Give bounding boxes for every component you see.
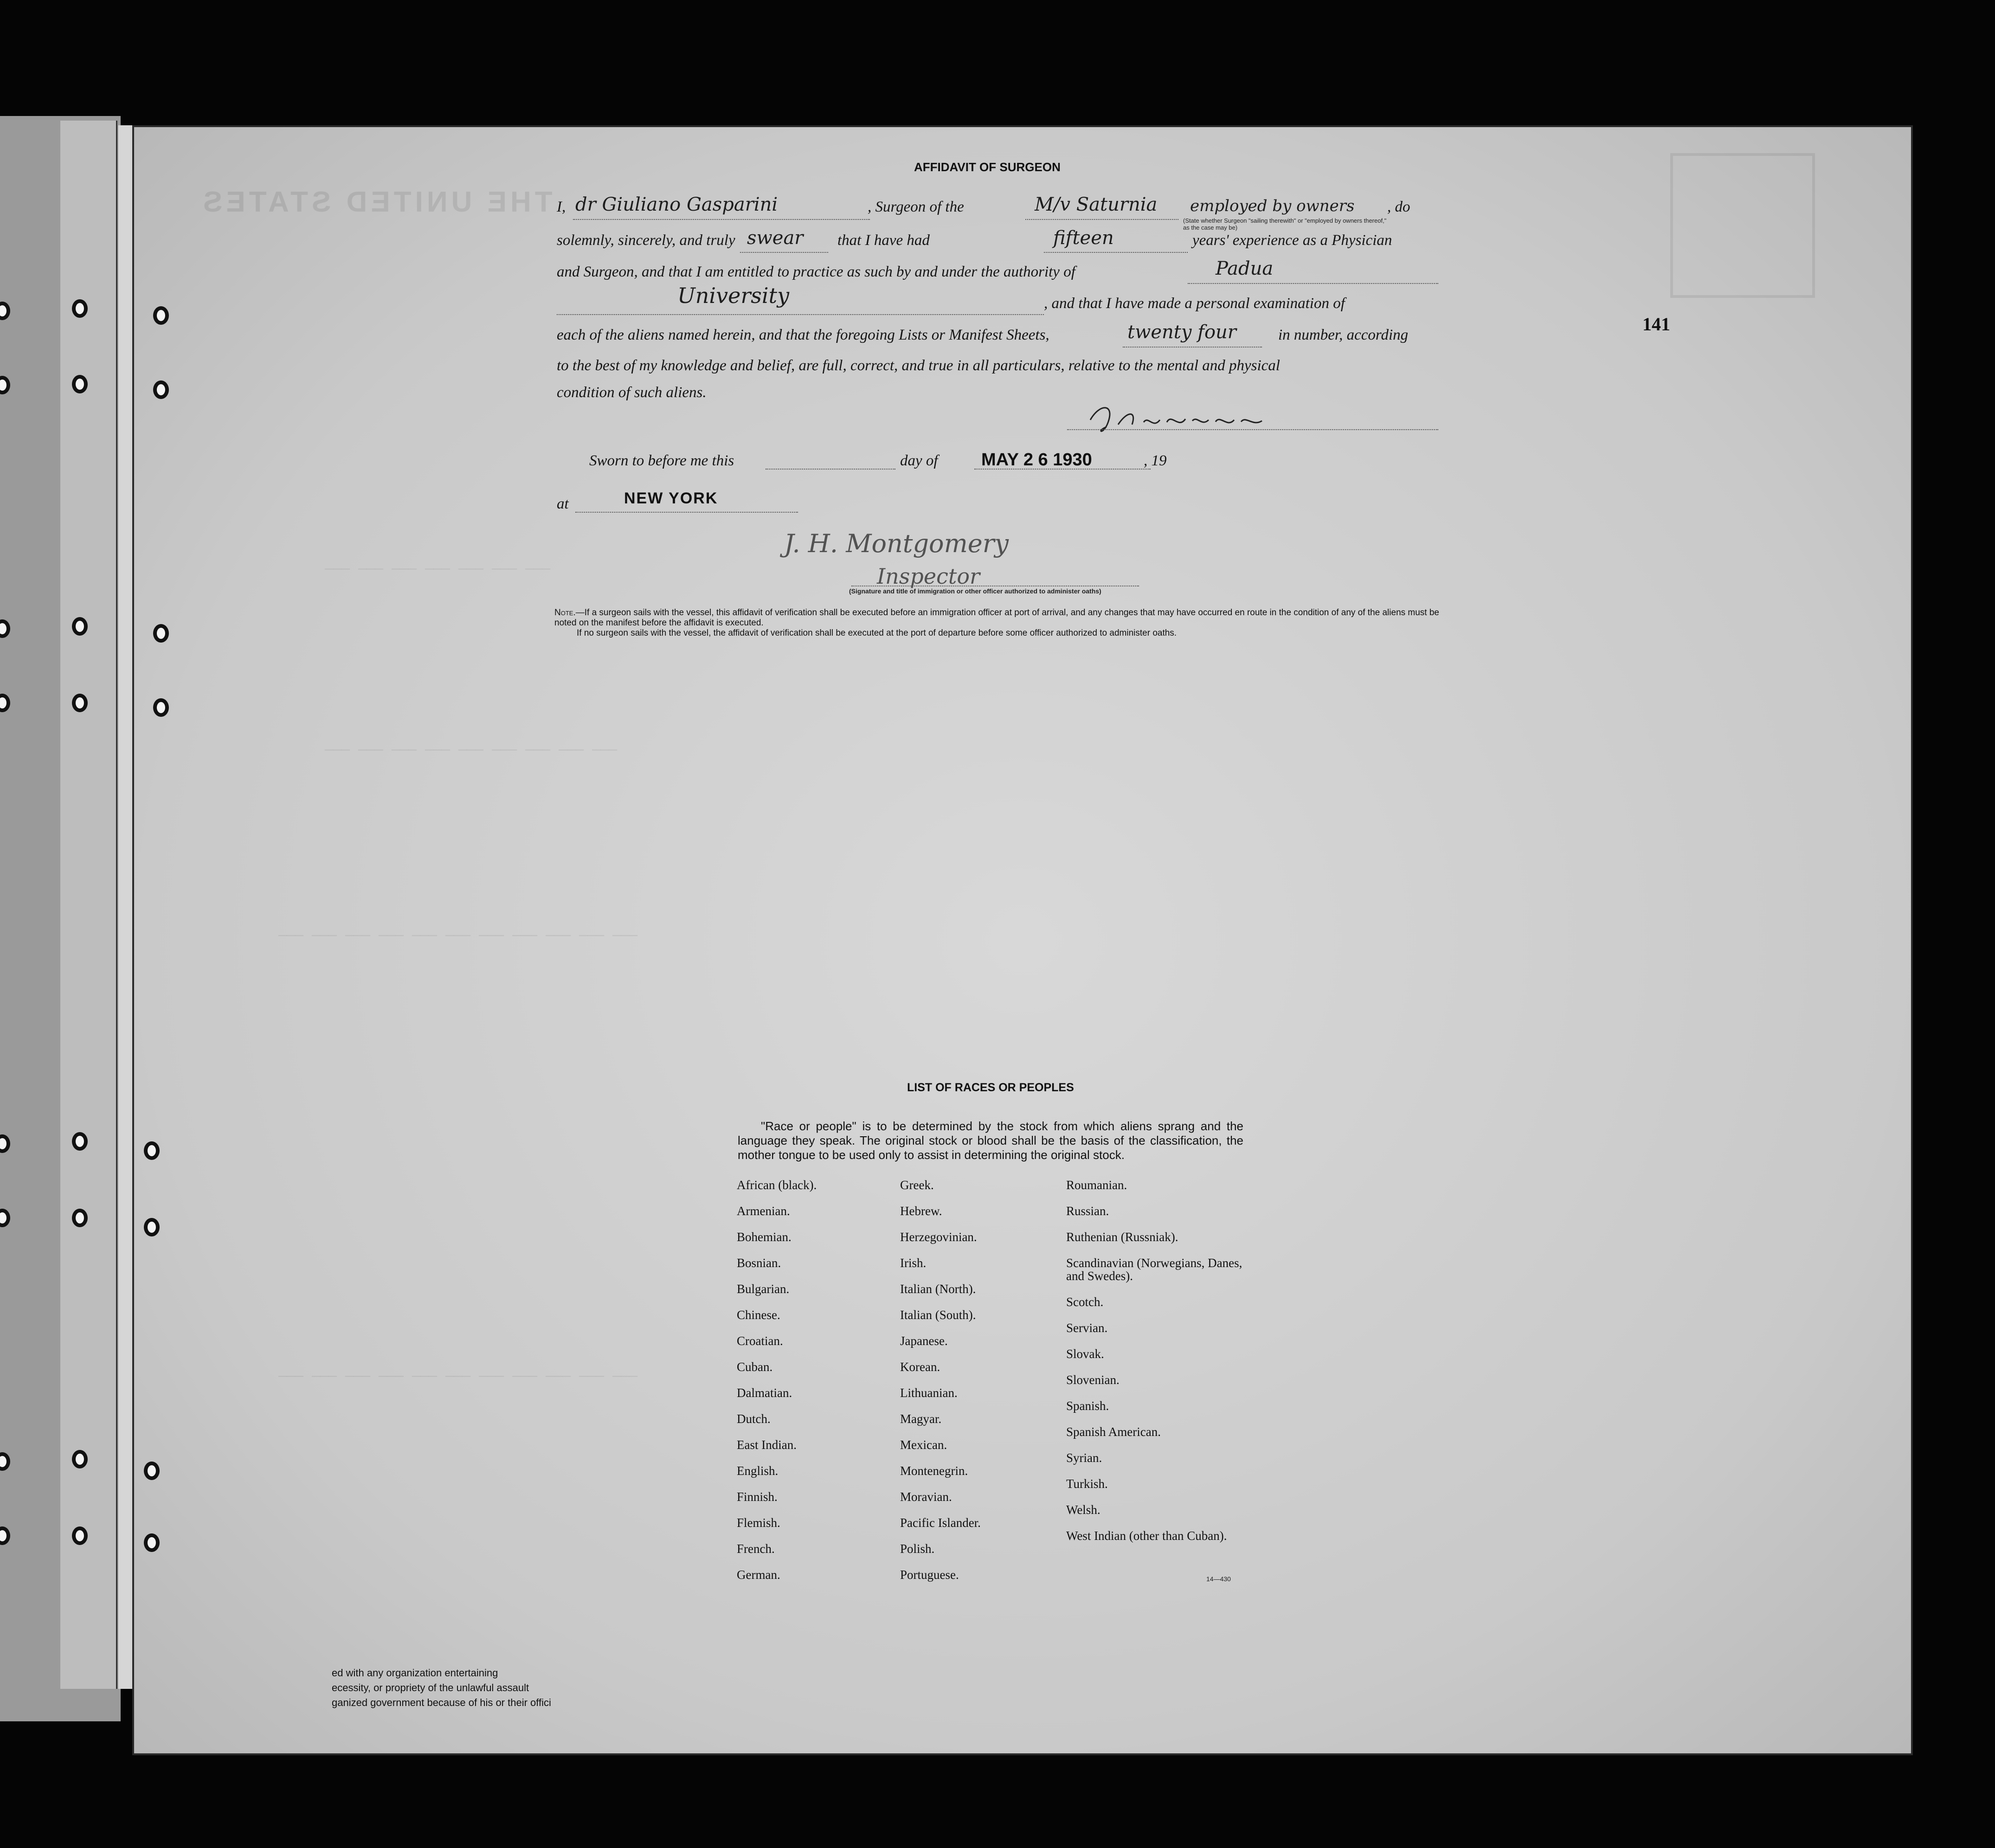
blank-line <box>740 252 828 253</box>
punch-hole <box>72 694 88 712</box>
race-item: Chinese. <box>737 1308 780 1322</box>
oath-fragment-line: ed with any organization entertaining <box>332 1667 498 1679</box>
oath-fragment <box>332 1666 551 1710</box>
race-item: Dalmatian. <box>737 1386 792 1400</box>
race-item: German. <box>737 1568 780 1582</box>
punch-hole <box>144 1533 160 1552</box>
race-item: East Indian. <box>737 1438 797 1452</box>
affidavit-text: that I have had <box>837 232 930 249</box>
race-item: Korean. <box>900 1360 940 1374</box>
race-item: Japanese. <box>900 1334 948 1348</box>
bleed-through-row: ——— ——— ——— ——— ——— ——— ——— <box>325 561 551 577</box>
affidavit-text: I, <box>557 199 566 215</box>
punch-hole <box>72 1209 88 1227</box>
affidavit-text: , and that I have made a personal examination of <box>1044 295 1345 312</box>
blank-line <box>1188 283 1438 284</box>
race-item: Russian. <box>1066 1204 1109 1218</box>
note-label: Note. <box>554 608 576 618</box>
race-item: Italian (South). <box>900 1308 976 1322</box>
punch-hole <box>144 1141 160 1160</box>
race-item: Bulgarian. <box>737 1282 790 1296</box>
affidavit-text: years' experience as a Physician <box>1192 232 1392 249</box>
signature-line <box>1067 429 1438 430</box>
affidavit-text: , Surgeon of the <box>868 199 964 215</box>
officer-signature: J. H. Montgomery <box>784 529 1009 558</box>
affidavit-text: in number, according <box>1278 327 1409 343</box>
sheet-count: twenty four <box>1127 322 1236 343</box>
race-item: Pacific Islander. <box>900 1516 981 1530</box>
page-number: 141 <box>1642 314 1670 335</box>
punch-hole <box>153 698 169 717</box>
race-item: Irish. <box>900 1256 927 1270</box>
sworn-text: , 19 <box>1144 452 1167 469</box>
race-item: Turkish. <box>1066 1477 1108 1491</box>
affidavit-text: each of the aliens named herein, and that the foregoing Lists or Manifest Sheets, <box>557 327 1049 343</box>
race-item: Moravian. <box>900 1490 952 1504</box>
race-item: Montenegrin. <box>900 1464 968 1478</box>
affidavit-text: condition of such aliens. <box>557 384 707 401</box>
blank-line <box>1044 252 1188 253</box>
race-item: French. <box>737 1542 775 1556</box>
punch-hole <box>72 299 88 318</box>
punch-hole <box>144 1218 160 1236</box>
race-item: Portuguese. <box>900 1568 959 1582</box>
blank-line <box>573 219 870 220</box>
race-item: Welsh. <box>1066 1503 1100 1517</box>
race-item: Armenian. <box>737 1204 790 1218</box>
punch-hole <box>72 1132 88 1151</box>
note-text: If no surgeon sails with the vessel, the affidavit of verification shall be executed at the port of departure before some officer authorized to administer oaths. <box>577 628 1177 638</box>
form-number: 14—430 <box>1206 1575 1231 1583</box>
affidavit-text: to the best of my knowledge and belief, are full, correct, and true in all particulars, relative to the mental and physical <box>557 357 1280 374</box>
races-column-3 <box>1066 1178 1252 1568</box>
punch-hole <box>153 380 169 399</box>
officer-title: Inspector <box>877 564 980 589</box>
race-item: Bosnian. <box>737 1256 781 1270</box>
race-item: Spanish. <box>1066 1399 1109 1413</box>
races-title: LIST OF RACES OR PEOPLES <box>907 1081 1074 1094</box>
blank-line <box>974 469 1151 470</box>
bleed-through-heading: THE UNITED STATES <box>200 186 553 218</box>
sworn-text: Sworn to before me this <box>589 452 734 469</box>
race-item: Italian (North). <box>900 1282 976 1296</box>
race-item: Bohemian. <box>737 1230 792 1244</box>
race-item: Greek. <box>900 1178 934 1192</box>
blank-line <box>766 469 895 470</box>
place-stamp: NEW YORK <box>624 489 718 507</box>
affidavit-text: , do <box>1387 199 1410 215</box>
employment-instructions: (State whether Surgeon "sailing therewith" or "employed by owners thereof," as the case may be) <box>1183 217 1387 231</box>
race-item: West Indian (other than Cuban). <box>1066 1529 1227 1543</box>
surgeon-employment: employed by owners <box>1190 197 1355 215</box>
race-item: Magyar. <box>900 1412 942 1426</box>
punch-hole <box>72 375 88 393</box>
race-item: Scotch. <box>1066 1295 1104 1309</box>
bleed-through-row: ——— ——— ——— ——— ——— ——— ——— ——— ——— ——— ——— <box>278 928 638 944</box>
race-item: Croatian. <box>737 1334 783 1348</box>
punch-hole <box>153 624 169 643</box>
punch-hole <box>153 306 169 325</box>
race-item: Cuban. <box>737 1360 773 1374</box>
date-stamp: MAY 2 6 1930 <box>981 450 1092 470</box>
race-item: Slovak. <box>1066 1347 1104 1361</box>
race-item: Scandinavian (Norwegians, Danes, and Swedes). <box>1066 1256 1242 1283</box>
races-intro: "Race or people" is to be determined by the stock from which aliens sprang and the language they speak. The original stock or blood shall be the basis of the classification, the mother tongue to be used only to assist in determining the original stock. <box>738 1119 1243 1162</box>
blank-line <box>557 314 1044 315</box>
blank-line <box>575 512 798 513</box>
blank-line <box>1123 347 1262 348</box>
punch-hole <box>144 1462 160 1480</box>
race-item: Mexican. <box>900 1438 947 1452</box>
punch-hole <box>72 1526 88 1545</box>
punch-hole <box>72 1450 88 1468</box>
race-item: Polish. <box>900 1542 935 1556</box>
race-item: Hebrew. <box>900 1204 942 1218</box>
oath-fragment-line: ganized government because of his or their offici <box>332 1697 551 1708</box>
bleed-through-box <box>1670 153 1815 298</box>
race-item: Lithuanian. <box>900 1386 958 1400</box>
vessel-name: M/v Saturnia <box>1035 194 1158 215</box>
race-item: Slovenian. <box>1066 1373 1120 1387</box>
licensing-authority: Padua <box>1216 258 1274 279</box>
race-item: Herzegovinian. <box>900 1230 977 1244</box>
race-item: Finnish. <box>737 1490 778 1504</box>
race-item: African (black). <box>737 1178 817 1192</box>
race-item: English. <box>737 1464 779 1478</box>
races-column-1 <box>737 1178 817 1594</box>
affidavit-text: solemnly, sincerely, and truly <box>557 232 735 249</box>
punch-hole <box>72 617 88 636</box>
race-item: Flemish. <box>737 1516 780 1530</box>
officer-caption: (Signature and title of immigration or other officer authorized to administer oaths) <box>849 587 1101 595</box>
races-column-2 <box>900 1178 981 1594</box>
bleed-through-row: ——— ——— ——— ——— ——— ——— ——— ——— ——— ——— ——— <box>278 1369 638 1384</box>
race-item: Roumanian. <box>1066 1178 1127 1192</box>
affidavit-note <box>554 608 1441 638</box>
years-experience: fifteen <box>1053 227 1114 249</box>
race-item: Ruthenian (Russniak). <box>1066 1230 1178 1244</box>
race-item: Syrian. <box>1066 1451 1102 1465</box>
blank-line <box>1025 219 1178 220</box>
note-text: —If a surgeon sails with the vessel, this affidavit of verification shall be executed before an immigration officer at port of arrival, and any changes that may have occurred en route in the condition of any of the aliens must be noted on the manifest before the affidavit is executed. <box>554 608 1440 628</box>
binding-strip <box>60 121 117 1689</box>
affidavit-title: AFFIDAVIT OF SURGEON <box>914 160 1061 174</box>
bleed-through-row: ——— ——— ——— ——— ——— ——— ——— ——— ——— <box>325 742 618 758</box>
at-label: at <box>557 496 569 512</box>
oath-type: swear <box>747 227 804 249</box>
surgeon-name: dr Giuliano Gasparini <box>575 194 778 215</box>
oath-fragment-line: ecessity, or propriety of the unlawful assault <box>332 1682 529 1693</box>
race-item: Dutch. <box>737 1412 771 1426</box>
race-item: Servian. <box>1066 1321 1108 1335</box>
binding-strip-inner <box>118 125 133 1689</box>
race-item: Spanish American. <box>1066 1425 1161 1439</box>
licensing-authority-cont: University <box>677 283 790 308</box>
affidavit-text: and Surgeon, and that I am entitled to practice as such by and under the authority of <box>557 264 1075 280</box>
sworn-text: day of <box>900 452 938 469</box>
